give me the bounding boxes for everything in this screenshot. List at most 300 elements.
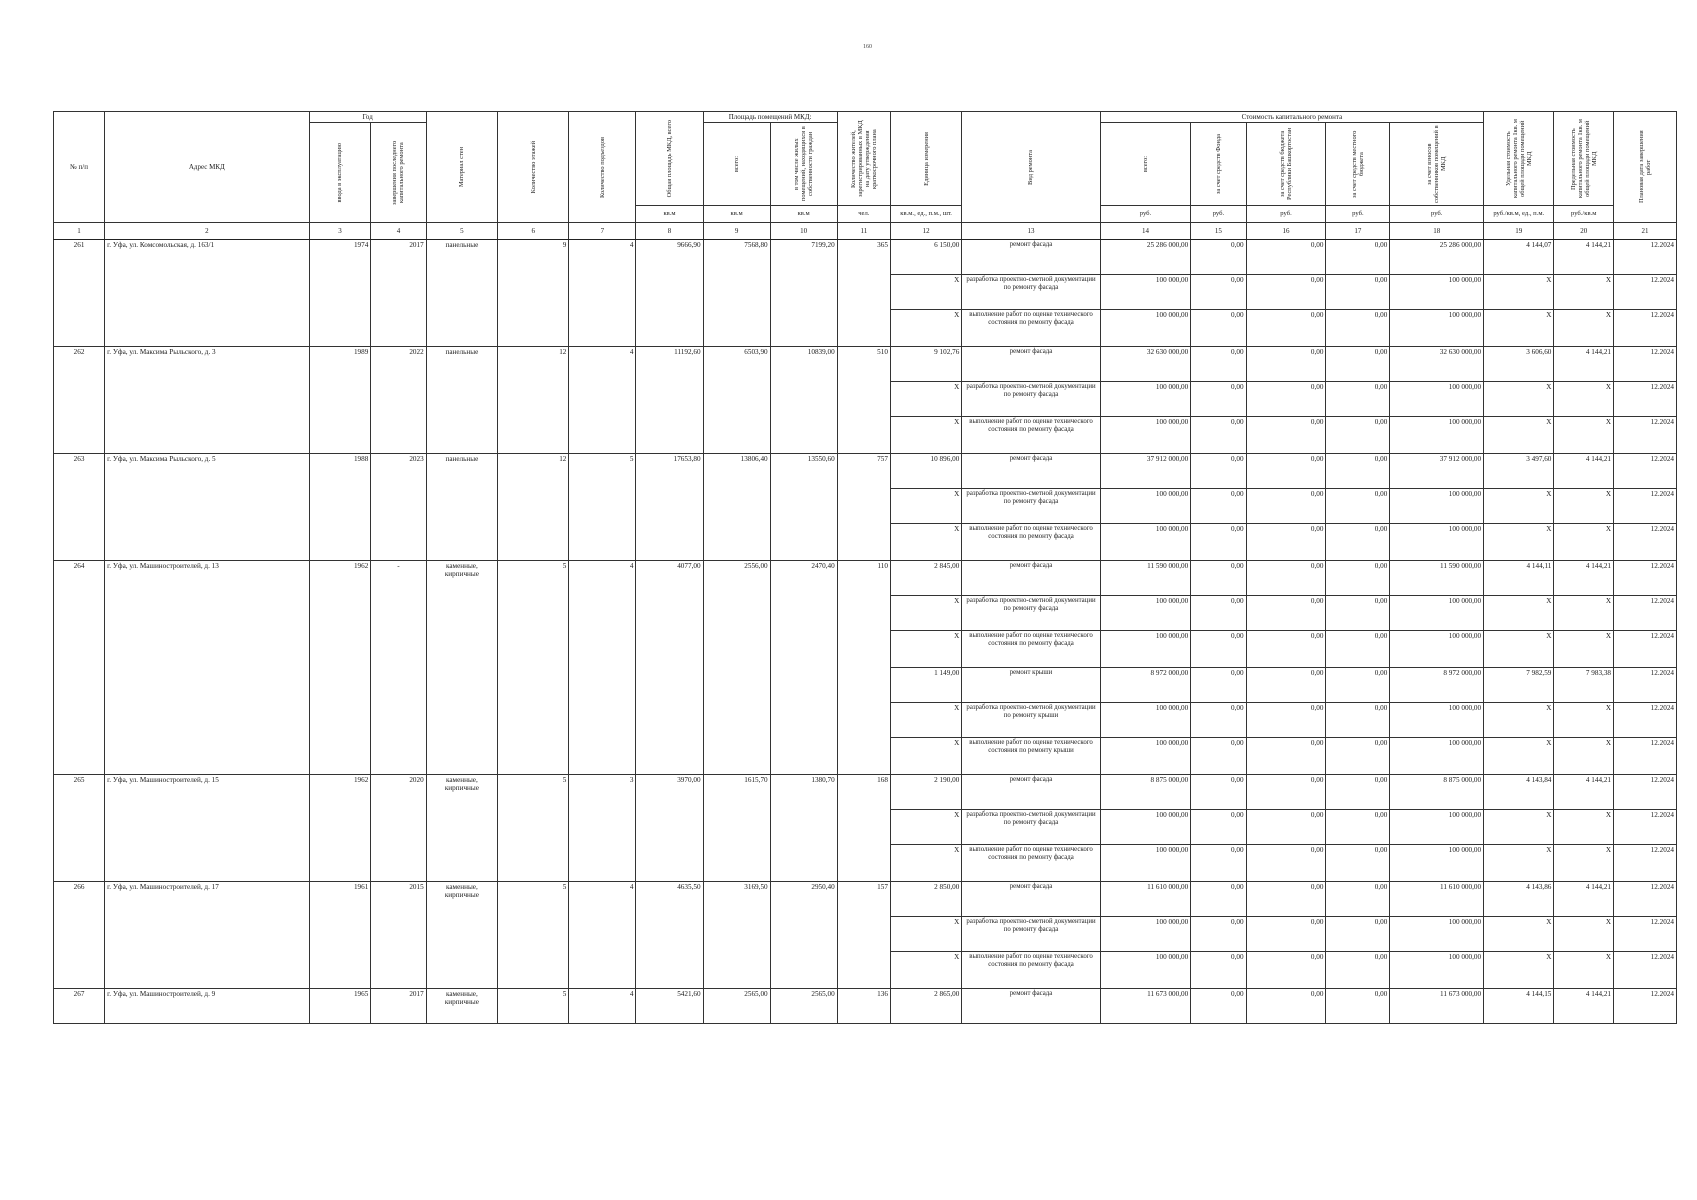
completion-date-cell: 12.2024 bbox=[1614, 703, 1677, 738]
cost-total-cell: 100 000,00 bbox=[1100, 275, 1191, 310]
col-number: 19 bbox=[1484, 223, 1554, 240]
completion-date-cell: 12.2024 bbox=[1614, 631, 1677, 668]
cost-owners-cell: 100 000,00 bbox=[1390, 631, 1484, 668]
unit-volume-cell: 1 149,00 bbox=[890, 668, 961, 703]
cost-total-cell: 100 000,00 bbox=[1100, 631, 1191, 668]
cost-local-cell: 0,00 bbox=[1326, 882, 1390, 917]
year-last-repair-cell: 2017 bbox=[371, 240, 426, 347]
cost-local-cell: 0,00 bbox=[1326, 489, 1390, 524]
completion-date-cell: 12.2024 bbox=[1614, 668, 1677, 703]
col-number: 17 bbox=[1326, 223, 1390, 240]
year-built-cell: 1962 bbox=[309, 775, 371, 882]
cost-fund-cell: 0,00 bbox=[1191, 631, 1246, 668]
entrances-cell: 3 bbox=[569, 775, 636, 882]
cost-owners-cell: 25 286 000,00 bbox=[1390, 240, 1484, 275]
unit-volume-cell: X bbox=[890, 382, 961, 417]
header-c11: Количество жителей, зарегистрированных в МКД на дату утверждения краткосрочного плана bbox=[837, 112, 890, 206]
unit-volume-cell: 2 845,00 bbox=[890, 561, 961, 596]
completion-date-cell: 12.2024 bbox=[1614, 489, 1677, 524]
year-built-cell: 1988 bbox=[309, 454, 371, 561]
cost-fund-cell: 0,00 bbox=[1191, 917, 1246, 952]
specific-cost-cell: 4 144,11 bbox=[1484, 561, 1554, 596]
cost-republic-cell: 0,00 bbox=[1246, 275, 1326, 310]
unit-c16: руб. bbox=[1246, 206, 1326, 223]
cost-local-cell: 0,00 bbox=[1326, 596, 1390, 631]
col-number: 16 bbox=[1246, 223, 1326, 240]
residents-cell: 510 bbox=[837, 347, 890, 454]
limit-cost-cell: X bbox=[1554, 310, 1614, 347]
unit-c18: руб. bbox=[1390, 206, 1484, 223]
header-year-group: Год bbox=[309, 112, 426, 123]
cost-total-cell: 100 000,00 bbox=[1100, 382, 1191, 417]
cost-total-cell: 100 000,00 bbox=[1100, 845, 1191, 882]
table-row bbox=[54, 775, 1677, 810]
cost-owners-cell: 100 000,00 bbox=[1390, 703, 1484, 738]
cost-republic-cell: 0,00 bbox=[1246, 845, 1326, 882]
col-number: 9 bbox=[703, 223, 770, 240]
cost-owners-cell: 100 000,00 bbox=[1390, 524, 1484, 561]
year-last-repair-cell: 2023 bbox=[371, 454, 426, 561]
completion-date-cell: 12.2024 bbox=[1614, 417, 1677, 454]
limit-cost-cell: X bbox=[1554, 810, 1614, 845]
col-number: 12 bbox=[890, 223, 961, 240]
cost-republic-cell: 0,00 bbox=[1246, 347, 1326, 382]
header-row-top bbox=[54, 112, 1677, 123]
cost-fund-cell: 0,00 bbox=[1191, 347, 1246, 382]
cost-owners-cell: 100 000,00 bbox=[1390, 310, 1484, 347]
floors-cell: 5 bbox=[498, 989, 569, 1024]
unit-c12: кв.м., ед., п.м., шт. bbox=[890, 206, 961, 223]
specific-cost-cell: X bbox=[1484, 524, 1554, 561]
residential-area-cell: 13550,60 bbox=[770, 454, 837, 561]
entrances-cell: 4 bbox=[569, 240, 636, 347]
cost-fund-cell: 0,00 bbox=[1191, 561, 1246, 596]
cost-republic-cell: 0,00 bbox=[1246, 240, 1326, 275]
cost-fund-cell: 0,00 bbox=[1191, 240, 1246, 275]
unit-volume-cell: X bbox=[890, 524, 961, 561]
unit-volume-cell: 2 190,00 bbox=[890, 775, 961, 810]
work-type-cell: разработка проектно-сметной документации по ремонту фасада bbox=[962, 275, 1100, 310]
wall-material-cell: каменные, кирпичные bbox=[426, 882, 497, 989]
cost-total-cell: 100 000,00 bbox=[1100, 703, 1191, 738]
cost-owners-cell: 8 875 000,00 bbox=[1390, 775, 1484, 810]
cost-total-cell: 8 972 000,00 bbox=[1100, 668, 1191, 703]
row-number: 263 bbox=[54, 454, 105, 561]
unit-volume-cell: X bbox=[890, 917, 961, 952]
floors-cell: 12 bbox=[498, 454, 569, 561]
completion-date-cell: 12.2024 bbox=[1614, 810, 1677, 845]
unit-c10: кв.м bbox=[770, 206, 837, 223]
work-type-cell: ремонт фасада bbox=[962, 240, 1100, 275]
cost-fund-cell: 0,00 bbox=[1191, 882, 1246, 917]
cost-local-cell: 0,00 bbox=[1326, 775, 1390, 810]
header-c21: Плановая дата завершения работ bbox=[1614, 112, 1677, 223]
limit-cost-cell: 4 144,21 bbox=[1554, 561, 1614, 596]
cost-total-cell: 100 000,00 bbox=[1100, 310, 1191, 347]
address-cell: г. Уфа, ул. Машиностроителей, д. 17 bbox=[105, 882, 309, 989]
residential-area-cell: 2950,40 bbox=[770, 882, 837, 989]
unit-volume-cell: X bbox=[890, 489, 961, 524]
cost-local-cell: 0,00 bbox=[1326, 668, 1390, 703]
work-type-cell: ремонт фасада bbox=[962, 454, 1100, 489]
specific-cost-cell: 4 143,86 bbox=[1484, 882, 1554, 917]
floors-cell: 5 bbox=[498, 561, 569, 775]
unit-c14: руб. bbox=[1100, 206, 1191, 223]
col-number: 8 bbox=[636, 223, 703, 240]
cost-local-cell: 0,00 bbox=[1326, 310, 1390, 347]
cost-republic-cell: 0,00 bbox=[1246, 596, 1326, 631]
unit-volume-cell: 10 896,00 bbox=[890, 454, 961, 489]
premises-area-cell: 1615,70 bbox=[703, 775, 770, 882]
unit-volume-cell: X bbox=[890, 845, 961, 882]
capital-repair-table bbox=[53, 111, 1677, 1024]
cost-owners-cell: 100 000,00 bbox=[1390, 275, 1484, 310]
completion-date-cell: 12.2024 bbox=[1614, 989, 1677, 1024]
cost-local-cell: 0,00 bbox=[1326, 989, 1390, 1024]
col-number: 20 bbox=[1554, 223, 1614, 240]
cost-fund-cell: 0,00 bbox=[1191, 382, 1246, 417]
limit-cost-cell: 4 144,21 bbox=[1554, 882, 1614, 917]
cost-local-cell: 0,00 bbox=[1326, 952, 1390, 989]
work-type-cell: ремонт фасада bbox=[962, 347, 1100, 382]
residential-area-cell: 10839,00 bbox=[770, 347, 837, 454]
limit-cost-cell: X bbox=[1554, 917, 1614, 952]
entrances-cell: 5 bbox=[569, 454, 636, 561]
limit-cost-cell: 4 144,21 bbox=[1554, 454, 1614, 489]
cost-fund-cell: 0,00 bbox=[1191, 489, 1246, 524]
work-type-cell: разработка проектно-сметной документации по ремонту фасада bbox=[962, 917, 1100, 952]
cost-republic-cell: 0,00 bbox=[1246, 561, 1326, 596]
table-row bbox=[54, 454, 1677, 489]
unit-c9: кв.м bbox=[703, 206, 770, 223]
row-number: 261 bbox=[54, 240, 105, 347]
completion-date-cell: 12.2024 bbox=[1614, 524, 1677, 561]
cost-total-cell: 100 000,00 bbox=[1100, 952, 1191, 989]
premises-area-cell: 2556,00 bbox=[703, 561, 770, 775]
cost-total-cell: 100 000,00 bbox=[1100, 596, 1191, 631]
header-c16: за счет средств бюджета Республики Башкортостан bbox=[1246, 123, 1326, 206]
header-c18: за счет взносов собственников помещений в МКД bbox=[1390, 123, 1484, 206]
specific-cost-cell: 4 144,15 bbox=[1484, 989, 1554, 1024]
limit-cost-cell: X bbox=[1554, 275, 1614, 310]
unit-volume-cell: X bbox=[890, 417, 961, 454]
address-cell: г. Уфа, ул. Машиностроителей, д. 9 bbox=[105, 989, 309, 1024]
premises-area-cell: 3169,50 bbox=[703, 882, 770, 989]
header-c7: Количество подъездов bbox=[569, 112, 636, 223]
cost-fund-cell: 0,00 bbox=[1191, 454, 1246, 489]
cost-local-cell: 0,00 bbox=[1326, 417, 1390, 454]
unit-c8: кв.м bbox=[636, 206, 703, 223]
specific-cost-cell: X bbox=[1484, 310, 1554, 347]
unit-volume-cell: 2 865,00 bbox=[890, 989, 961, 1024]
unit-volume-cell: 9 102,76 bbox=[890, 347, 961, 382]
row-number: 267 bbox=[54, 989, 105, 1024]
cost-fund-cell: 0,00 bbox=[1191, 596, 1246, 631]
wall-material-cell: панельные bbox=[426, 347, 497, 454]
unit-c17: руб. bbox=[1326, 206, 1390, 223]
cost-local-cell: 0,00 bbox=[1326, 845, 1390, 882]
wall-material-cell: каменные, кирпичные bbox=[426, 989, 497, 1024]
unit-c20: руб./кв.м bbox=[1554, 206, 1614, 223]
premises-area-cell: 13806,40 bbox=[703, 454, 770, 561]
cost-total-cell: 11 590 000,00 bbox=[1100, 561, 1191, 596]
row-number: 266 bbox=[54, 882, 105, 989]
entrances-cell: 4 bbox=[569, 561, 636, 775]
work-type-cell: ремонт фасада bbox=[962, 989, 1100, 1024]
address-cell: г. Уфа, ул. Максима Рыльского, д. 5 bbox=[105, 454, 309, 561]
wall-material-cell: каменные, кирпичные bbox=[426, 775, 497, 882]
residents-cell: 168 bbox=[837, 775, 890, 882]
cost-owners-cell: 100 000,00 bbox=[1390, 810, 1484, 845]
limit-cost-cell: 4 144,21 bbox=[1554, 240, 1614, 275]
specific-cost-cell: X bbox=[1484, 917, 1554, 952]
header-c20: Предельная стоимость капитального ремонта 1кв. м общей площади помещений МКД bbox=[1554, 112, 1614, 206]
specific-cost-cell: 4 143,84 bbox=[1484, 775, 1554, 810]
unit-volume-cell: X bbox=[890, 596, 961, 631]
header-c8: Общая площадь МКД, всего bbox=[636, 112, 703, 206]
cost-owners-cell: 100 000,00 bbox=[1390, 952, 1484, 989]
cost-owners-cell: 100 000,00 bbox=[1390, 382, 1484, 417]
header-c9: всего: bbox=[703, 123, 770, 206]
cost-owners-cell: 100 000,00 bbox=[1390, 917, 1484, 952]
cost-republic-cell: 0,00 bbox=[1246, 417, 1326, 454]
entrances-cell: 4 bbox=[569, 347, 636, 454]
year-last-repair-cell: - bbox=[371, 561, 426, 775]
limit-cost-cell: X bbox=[1554, 952, 1614, 989]
col-number: 10 bbox=[770, 223, 837, 240]
header-c6: Количество этажей bbox=[498, 112, 569, 223]
cost-owners-cell: 100 000,00 bbox=[1390, 596, 1484, 631]
entrances-cell: 4 bbox=[569, 989, 636, 1024]
year-last-repair-cell: 2020 bbox=[371, 775, 426, 882]
unit-volume-cell: X bbox=[890, 952, 961, 989]
limit-cost-cell: X bbox=[1554, 738, 1614, 775]
total-area-cell: 17653,80 bbox=[636, 454, 703, 561]
total-area-cell: 4077,00 bbox=[636, 561, 703, 775]
cost-total-cell: 11 610 000,00 bbox=[1100, 882, 1191, 917]
cost-local-cell: 0,00 bbox=[1326, 275, 1390, 310]
cost-fund-cell: 0,00 bbox=[1191, 310, 1246, 347]
cost-owners-cell: 8 972 000,00 bbox=[1390, 668, 1484, 703]
wall-material-cell: панельные bbox=[426, 454, 497, 561]
total-area-cell: 11192,60 bbox=[636, 347, 703, 454]
residents-cell: 110 bbox=[837, 561, 890, 775]
cost-owners-cell: 32 630 000,00 bbox=[1390, 347, 1484, 382]
limit-cost-cell: X bbox=[1554, 596, 1614, 631]
cost-republic-cell: 0,00 bbox=[1246, 775, 1326, 810]
specific-cost-cell: 4 144,07 bbox=[1484, 240, 1554, 275]
limit-cost-cell: X bbox=[1554, 382, 1614, 417]
cost-total-cell: 100 000,00 bbox=[1100, 489, 1191, 524]
col-number: 4 bbox=[371, 223, 426, 240]
year-last-repair-cell: 2017 bbox=[371, 989, 426, 1024]
limit-cost-cell: 4 144,21 bbox=[1554, 347, 1614, 382]
work-type-cell: разработка проектно-сметной документации по ремонту фасада bbox=[962, 810, 1100, 845]
specific-cost-cell: X bbox=[1484, 631, 1554, 668]
header-c5: Материал стен bbox=[426, 112, 497, 223]
col-number: 18 bbox=[1390, 223, 1484, 240]
address-cell: г. Уфа, ул. Максима Рыльского, д. 3 bbox=[105, 347, 309, 454]
specific-cost-cell: X bbox=[1484, 489, 1554, 524]
completion-date-cell: 12.2024 bbox=[1614, 561, 1677, 596]
cost-fund-cell: 0,00 bbox=[1191, 668, 1246, 703]
unit-volume-cell: X bbox=[890, 310, 961, 347]
cost-republic-cell: 0,00 bbox=[1246, 952, 1326, 989]
cost-local-cell: 0,00 bbox=[1326, 382, 1390, 417]
specific-cost-cell: 3 606,60 bbox=[1484, 347, 1554, 382]
specific-cost-cell: X bbox=[1484, 952, 1554, 989]
unit-c15: руб. bbox=[1191, 206, 1246, 223]
cost-owners-cell: 11 673 000,00 bbox=[1390, 989, 1484, 1024]
cost-republic-cell: 0,00 bbox=[1246, 631, 1326, 668]
work-type-cell: выполнение работ по оценке технического состояния по ремонту фасада bbox=[962, 845, 1100, 882]
limit-cost-cell: X bbox=[1554, 845, 1614, 882]
work-type-cell: выполнение работ по оценке технического состояния по ремонту фасада bbox=[962, 952, 1100, 989]
specific-cost-cell: 3 497,60 bbox=[1484, 454, 1554, 489]
cost-local-cell: 0,00 bbox=[1326, 631, 1390, 668]
cost-republic-cell: 0,00 bbox=[1246, 524, 1326, 561]
col-number: 14 bbox=[1100, 223, 1191, 240]
cost-owners-cell: 11 610 000,00 bbox=[1390, 882, 1484, 917]
cost-total-cell: 25 286 000,00 bbox=[1100, 240, 1191, 275]
cost-republic-cell: 0,00 bbox=[1246, 917, 1326, 952]
year-built-cell: 1961 bbox=[309, 882, 371, 989]
year-built-cell: 1974 bbox=[309, 240, 371, 347]
completion-date-cell: 12.2024 bbox=[1614, 596, 1677, 631]
work-type-cell: разработка проектно-сметной документации по ремонту фасада bbox=[962, 489, 1100, 524]
row-number: 262 bbox=[54, 347, 105, 454]
cost-local-cell: 0,00 bbox=[1326, 561, 1390, 596]
completion-date-cell: 12.2024 bbox=[1614, 882, 1677, 917]
completion-date-cell: 12.2024 bbox=[1614, 275, 1677, 310]
header-c10: в том числе жилых помещений, находящихся в собственности граждан bbox=[770, 123, 837, 206]
limit-cost-cell: 7 983,38 bbox=[1554, 668, 1614, 703]
header-c12: Единица измерения bbox=[890, 112, 961, 206]
cost-total-cell: 100 000,00 bbox=[1100, 738, 1191, 775]
table-body bbox=[54, 240, 1677, 1024]
limit-cost-cell: X bbox=[1554, 703, 1614, 738]
specific-cost-cell: X bbox=[1484, 275, 1554, 310]
page-number: 160 bbox=[863, 44, 872, 50]
cost-republic-cell: 0,00 bbox=[1246, 310, 1326, 347]
work-type-cell: разработка проектно-сметной документации по ремонту фасада bbox=[962, 596, 1100, 631]
wall-material-cell: каменные, кирпичные bbox=[426, 561, 497, 775]
unit-c11: чел. bbox=[837, 206, 890, 223]
header-c13: Вид ремонта bbox=[962, 112, 1100, 223]
unit-volume-cell: X bbox=[890, 703, 961, 738]
col-number: 13 bbox=[962, 223, 1100, 240]
cost-local-cell: 0,00 bbox=[1326, 703, 1390, 738]
limit-cost-cell: 4 144,21 bbox=[1554, 989, 1614, 1024]
specific-cost-cell: X bbox=[1484, 417, 1554, 454]
header-c15: за счет средств Фонда bbox=[1191, 123, 1246, 206]
table-row bbox=[54, 989, 1677, 1024]
row-number: 264 bbox=[54, 561, 105, 775]
col-number: 21 bbox=[1614, 223, 1677, 240]
total-area-cell: 4635,50 bbox=[636, 882, 703, 989]
specific-cost-cell: X bbox=[1484, 810, 1554, 845]
cost-local-cell: 0,00 bbox=[1326, 917, 1390, 952]
cost-fund-cell: 0,00 bbox=[1191, 738, 1246, 775]
col-number: 3 bbox=[309, 223, 371, 240]
limit-cost-cell: X bbox=[1554, 631, 1614, 668]
cost-owners-cell: 100 000,00 bbox=[1390, 417, 1484, 454]
work-type-cell: ремонт фасада bbox=[962, 882, 1100, 917]
cost-owners-cell: 11 590 000,00 bbox=[1390, 561, 1484, 596]
table-row bbox=[54, 347, 1677, 382]
cost-total-cell: 100 000,00 bbox=[1100, 524, 1191, 561]
cost-fund-cell: 0,00 bbox=[1191, 775, 1246, 810]
floors-cell: 9 bbox=[498, 240, 569, 347]
cost-owners-cell: 37 912 000,00 bbox=[1390, 454, 1484, 489]
header-cost-group: Стоимость капитального ремонта bbox=[1100, 112, 1483, 123]
cost-republic-cell: 0,00 bbox=[1246, 738, 1326, 775]
cost-fund-cell: 0,00 bbox=[1191, 810, 1246, 845]
cost-republic-cell: 0,00 bbox=[1246, 810, 1326, 845]
col-number: 7 bbox=[569, 223, 636, 240]
floors-cell: 5 bbox=[498, 882, 569, 989]
header-c14: всего: bbox=[1100, 123, 1191, 206]
total-area-cell: 3970,00 bbox=[636, 775, 703, 882]
specific-cost-cell: 7 982,59 bbox=[1484, 668, 1554, 703]
completion-date-cell: 12.2024 bbox=[1614, 917, 1677, 952]
table-row bbox=[54, 882, 1677, 917]
cost-total-cell: 100 000,00 bbox=[1100, 810, 1191, 845]
col-number: 15 bbox=[1191, 223, 1246, 240]
unit-volume-cell: 6 150,00 bbox=[890, 240, 961, 275]
cost-local-cell: 0,00 bbox=[1326, 347, 1390, 382]
unit-volume-cell: 2 850,00 bbox=[890, 882, 961, 917]
work-type-cell: выполнение работ по оценке технического состояния по ремонту фасада bbox=[962, 631, 1100, 668]
cost-fund-cell: 0,00 bbox=[1191, 952, 1246, 989]
column-numbers-row bbox=[54, 223, 1677, 240]
residential-area-cell: 7199,20 bbox=[770, 240, 837, 347]
specific-cost-cell: X bbox=[1484, 703, 1554, 738]
total-area-cell: 5421,60 bbox=[636, 989, 703, 1024]
cost-fund-cell: 0,00 bbox=[1191, 417, 1246, 454]
cost-owners-cell: 100 000,00 bbox=[1390, 489, 1484, 524]
specific-cost-cell: X bbox=[1484, 738, 1554, 775]
unit-volume-cell: X bbox=[890, 738, 961, 775]
entrances-cell: 4 bbox=[569, 882, 636, 989]
wall-material-cell: панельные bbox=[426, 240, 497, 347]
unit-volume-cell: X bbox=[890, 631, 961, 668]
completion-date-cell: 12.2024 bbox=[1614, 310, 1677, 347]
completion-date-cell: 12.2024 bbox=[1614, 775, 1677, 810]
limit-cost-cell: X bbox=[1554, 524, 1614, 561]
header-c1: № п/п bbox=[54, 112, 105, 223]
cost-total-cell: 11 673 000,00 bbox=[1100, 989, 1191, 1024]
limit-cost-cell: 4 144,21 bbox=[1554, 775, 1614, 810]
completion-date-cell: 12.2024 bbox=[1614, 454, 1677, 489]
cost-republic-cell: 0,00 bbox=[1246, 454, 1326, 489]
work-type-cell: выполнение работ по оценке технического состояния по ремонту фасада bbox=[962, 524, 1100, 561]
work-type-cell: выполнение работ по оценке технического состояния по ремонту фасада bbox=[962, 417, 1100, 454]
residents-cell: 365 bbox=[837, 240, 890, 347]
work-type-cell: ремонт крыши bbox=[962, 668, 1100, 703]
cost-republic-cell: 0,00 bbox=[1246, 882, 1326, 917]
floors-cell: 12 bbox=[498, 347, 569, 454]
total-area-cell: 9666,90 bbox=[636, 240, 703, 347]
cost-republic-cell: 0,00 bbox=[1246, 489, 1326, 524]
cost-total-cell: 37 912 000,00 bbox=[1100, 454, 1191, 489]
work-type-cell: ремонт фасада bbox=[962, 561, 1100, 596]
address-cell: г. Уфа, ул. Машиностроителей, д. 13 bbox=[105, 561, 309, 775]
specific-cost-cell: X bbox=[1484, 382, 1554, 417]
work-type-cell: разработка проектно-сметной документации по ремонту фасада bbox=[962, 382, 1100, 417]
cost-fund-cell: 0,00 bbox=[1191, 275, 1246, 310]
year-built-cell: 1962 bbox=[309, 561, 371, 775]
